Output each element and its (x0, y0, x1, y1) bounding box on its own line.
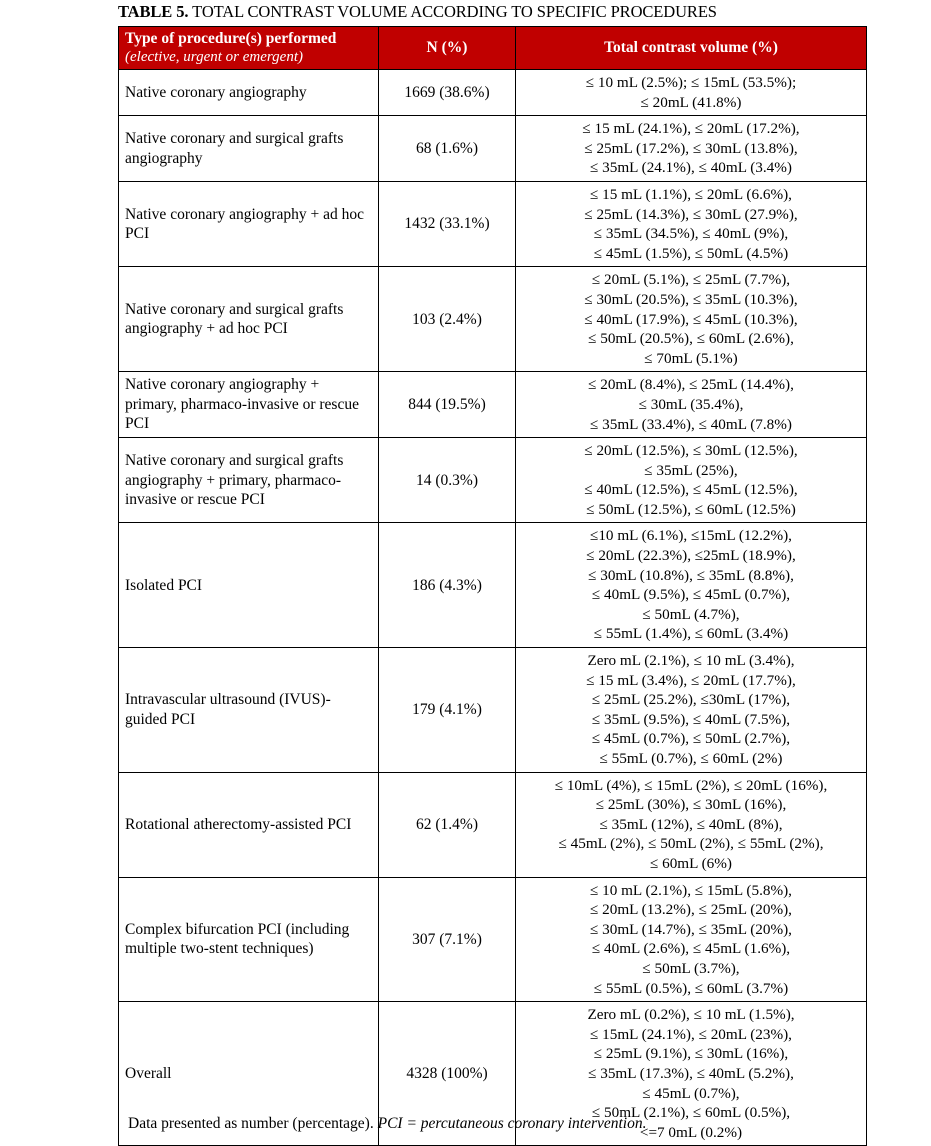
cell-procedure: Native coronary and surgical grafts angiography + ad hoc PCI (119, 267, 379, 372)
column-header-procedure-main: Type of procedure(s) performed (125, 30, 337, 47)
volume-line: <=7 0mL (0.2%) (639, 1123, 743, 1141)
cell-n-percent: 14 (0.3%) (379, 438, 516, 523)
volume-line: ≤ 55mL (1.4%), ≤ 60mL (3.4%) (593, 625, 789, 643)
volume-line: ≤ 40mL (12.5%), ≤ 45mL (12.5%), (584, 481, 798, 499)
volume-line: ≤ 35mL (34.5%), ≤ 40mL (9%), (593, 225, 789, 243)
table-header-row (119, 27, 867, 70)
volume-line: ≤ 25mL (14.3%), ≤ 30mL (27.9%), (584, 205, 798, 223)
cell-total-contrast-volume (516, 70, 867, 116)
cell-n-percent: 4328 (100%) (379, 1002, 516, 1146)
table-row (119, 648, 867, 773)
cell-procedure: Native coronary and surgical grafts angiography (119, 116, 379, 182)
cell-procedure: Complex bifurcation PCI (including multiple two-stent techniques) (119, 877, 379, 1002)
volume-line: ≤ 35mL (17.3%), ≤ 40mL (5.2%), (588, 1064, 794, 1082)
volume-line: ≤ 20mL (13.2%), ≤ 25mL (20%), (590, 901, 792, 919)
column-header-total-contrast-volume: Total contrast volume (%) (516, 27, 867, 70)
cell-n-percent: 307 (7.1%) (379, 877, 516, 1002)
cell-total-contrast-volume (516, 267, 867, 372)
table-footnote-abbreviation: PCI = percutaneous coronary intervention. (377, 1115, 647, 1132)
cell-total-contrast-volume (516, 372, 867, 438)
cell-total-contrast-volume (516, 181, 867, 266)
table-caption-label: TABLE 5. (118, 2, 189, 21)
cell-n-percent: 186 (4.3%) (379, 523, 516, 648)
cell-total-contrast-volume (516, 116, 867, 182)
volume-line: ≤ 45mL (2%), ≤ 50mL (2%), ≤ 55mL (2%), (558, 835, 824, 853)
cell-procedure: Overall (119, 1002, 379, 1146)
cell-procedure: Native coronary angiography (119, 70, 379, 116)
volume-line: ≤ 45mL (0.7%), (642, 1084, 740, 1102)
cell-total-contrast-volume (516, 648, 867, 773)
cell-procedure: Intravascular ultrasound (IVUS)-guided PCI (119, 648, 379, 773)
volume-line: Zero mL (2.1%), ≤ 10 mL (3.4%), (587, 652, 795, 670)
volume-line: ≤ 70mL (5.1%) (644, 349, 738, 367)
table-row (119, 116, 867, 182)
volume-line: ≤ 25mL (17.2%), ≤ 30mL (13.8%), (584, 139, 798, 157)
cell-n-percent: 103 (2.4%) (379, 267, 516, 372)
volume-line: ≤ 30mL (14.7%), ≤ 35mL (20%), (590, 920, 792, 938)
column-header-procedure (119, 27, 379, 70)
volume-line: ≤ 10mL (4%), ≤ 15mL (2%), ≤ 20mL (16%), (554, 776, 828, 794)
table-row (119, 372, 867, 438)
table-footnote-main: Data presented as number (percentage). (128, 1115, 378, 1132)
table-footnote (128, 1114, 868, 1133)
table-row (119, 181, 867, 266)
cell-n-percent: 179 (4.1%) (379, 648, 516, 773)
table-row (119, 70, 867, 116)
cell-n-percent: 1669 (38.6%) (379, 70, 516, 116)
table-row (119, 523, 867, 648)
volume-line: ≤ 35mL (12%), ≤ 40mL (8%), (599, 815, 783, 833)
table-body (119, 70, 867, 1146)
cell-procedure: Native coronary angiography + ad hoc PCI (119, 181, 379, 266)
volume-line: ≤ 20mL (22.3%), ≤25mL (18.9%), (586, 547, 796, 565)
volume-line: ≤ 30mL (10.8%), ≤ 35mL (8.8%), (588, 566, 794, 584)
volume-line: ≤ 30mL (35.4%), (638, 395, 744, 413)
volume-line: ≤ 20mL (8.4%), ≤ 25mL (14.4%), (588, 376, 794, 394)
contrast-volume-table (118, 26, 867, 1146)
volume-line: ≤ 45mL (1.5%), ≤ 50mL (4.5%) (593, 244, 789, 262)
volume-line: ≤ 20mL (5.1%), ≤ 25mL (7.7%), (591, 271, 791, 289)
table-row (119, 267, 867, 372)
volume-line: ≤ 20mL (12.5%), ≤ 30mL (12.5%), (584, 442, 798, 460)
volume-line: ≤ 50mL (20.5%), ≤ 60mL (2.6%), (588, 330, 794, 348)
volume-line: ≤10 mL (6.1%), ≤15mL (12.2%), (590, 527, 792, 545)
volume-line: ≤ 10 mL (2.5%); ≤ 15mL (53.5%); (585, 74, 797, 91)
volume-line: ≤ 50mL (12.5%), ≤ 60mL (12.5%) (586, 500, 796, 518)
volume-line: ≤ 25mL (9.1%), ≤ 30mL (16%), (593, 1045, 789, 1063)
volume-line: ≤ 35mL (9.5%), ≤ 40mL (7.5%), (591, 710, 791, 728)
volume-line: ≤ 35mL (24.1%), ≤ 40mL (3.4%) (590, 159, 792, 177)
column-header-n-percent: N (%) (379, 27, 516, 70)
cell-procedure: Native coronary and surgical grafts angiography + primary, pharmaco-invasive or rescue PCI (119, 438, 379, 523)
volume-line: Zero mL (0.2%), ≤ 10 mL (1.5%), (587, 1006, 795, 1024)
volume-line: ≤ 15 mL (3.4%), ≤ 20mL (17.7%), (586, 671, 796, 689)
volume-line: ≤ 15mL (24.1%), ≤ 20mL (23%), (590, 1025, 792, 1043)
volume-line: ≤ 50mL (4.7%), (642, 605, 740, 623)
volume-line: ≤ 60mL (6%) (649, 854, 732, 872)
cell-n-percent: 68 (1.6%) (379, 116, 516, 182)
volume-line: ≤ 55mL (0.5%), ≤ 60mL (3.7%) (593, 979, 789, 997)
cell-n-percent: 1432 (33.1%) (379, 181, 516, 266)
cell-n-percent: 62 (1.4%) (379, 772, 516, 877)
table-row (119, 877, 867, 1002)
volume-line: ≤ 35mL (33.4%), ≤ 40mL (7.8%) (590, 415, 792, 433)
volume-line: ≤ 25mL (30%), ≤ 30mL (16%), (595, 796, 787, 814)
cell-total-contrast-volume (516, 438, 867, 523)
volume-line: ≤ 20mL (41.8%) (640, 93, 742, 111)
cell-total-contrast-volume (516, 772, 867, 877)
table-row (119, 438, 867, 523)
volume-line: ≤ 45mL (0.7%), ≤ 50mL (2.7%), (591, 730, 791, 748)
volume-line: ≤ 15 mL (24.1%), ≤ 20mL (17.2%), (582, 120, 800, 138)
volume-line: ≤ 35mL (25%), (644, 461, 738, 479)
volume-line: ≤ 25mL (25.2%), ≤30mL (17%), (591, 691, 791, 709)
volume-line: ≤ 50mL (3.7%), (642, 959, 740, 977)
table-caption-text: TOTAL CONTRAST VOLUME ACCORDING TO SPECIFIC PROCEDURES (188, 2, 717, 21)
cell-procedure: Rotational atherectomy-assisted PCI (119, 772, 379, 877)
volume-line: ≤ 30mL (20.5%), ≤ 35mL (10.3%), (584, 290, 798, 308)
volume-line: ≤ 15 mL (1.1%), ≤ 20mL (6.6%), (590, 185, 792, 203)
table-header (119, 27, 867, 70)
volume-line: ≤ 40mL (17.9%), ≤ 45mL (10.3%), (584, 310, 798, 328)
cell-total-contrast-volume (516, 523, 867, 648)
table-caption (118, 2, 866, 22)
cell-n-percent: 844 (19.5%) (379, 372, 516, 438)
column-header-procedure-sub: (elective, urgent or emergent) (125, 49, 303, 65)
volume-line: ≤ 55mL (0.7%), ≤ 60mL (2%) (599, 750, 783, 767)
volume-line: ≤ 10 mL (2.1%), ≤ 15mL (5.8%), (590, 881, 792, 899)
volume-line: ≤ 40mL (2.6%), ≤ 45mL (1.6%), (591, 940, 791, 958)
volume-line: ≤ 40mL (9.5%), ≤ 45mL (0.7%), (591, 586, 791, 604)
cell-procedure: Isolated PCI (119, 523, 379, 648)
cell-procedure: Native coronary angiography + primary, pharmaco-invasive or rescue PCI (119, 372, 379, 438)
cell-total-contrast-volume (516, 877, 867, 1002)
volume-line: ≤ 50mL (2.1%), ≤ 60mL (0.5%), (591, 1104, 791, 1122)
table-row (119, 772, 867, 877)
